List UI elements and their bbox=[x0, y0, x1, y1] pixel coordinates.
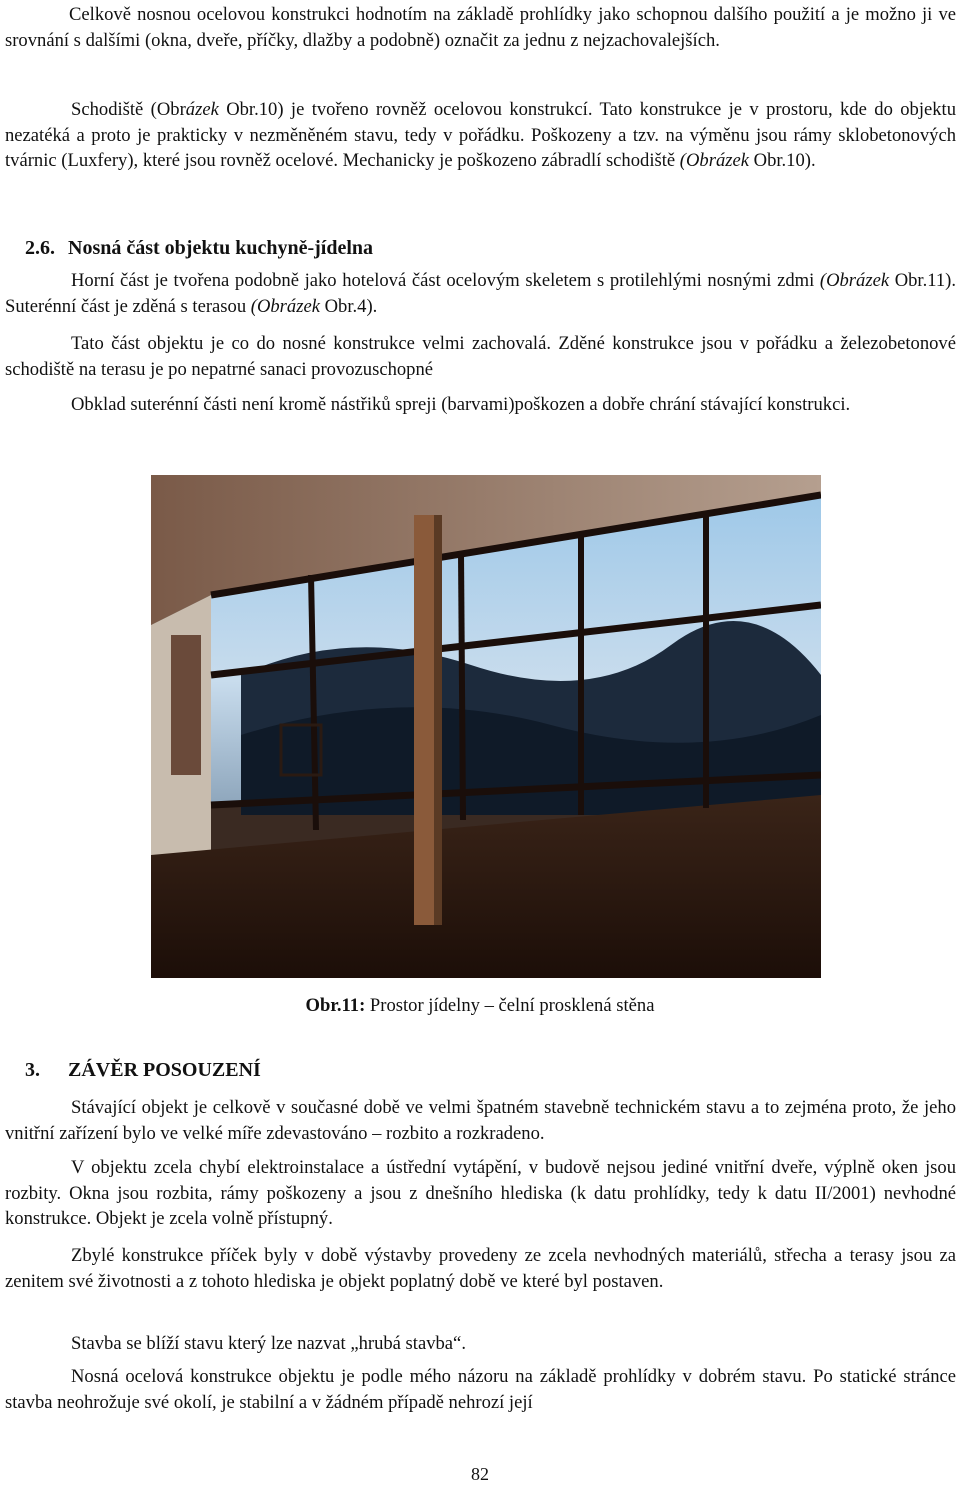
paragraph-steel-assessment: Celkově nosnou ocelovou konstrukci hodnotím na základě prohlídky jako schopnou dalšího použití a je možno ji ve srovnání s dalšími (okna, dveře, příčky, dlažby a podobně) označit za jednu z nejzachovalejších. bbox=[5, 4, 956, 51]
photo-dining-room bbox=[151, 475, 821, 978]
paragraph-staircase: Schodiště (Obrázek Obr.10) je tvořeno rovněž ocelovou konstrukcí. Tato konstrukce je v prostoru, kde do objektu nezatéká a proto je prakticky v nezměněném stavu, tedy v pořádku. Poškozeny a tzv. na výměnu jsou rámy sklobetonových tvárnic (Luxfery), které jsou rovněž ocelové. Mechanicky je poškozeno zábradlí schodiště (Obrázek Obr.10). bbox=[5, 99, 957, 171]
paragraph-rough-build: Stavba se blíží stavu který lze nazvat „hrubá stavba“. bbox=[71, 1333, 466, 1354]
paragraph-overall-state: Stávající objekt je celkově v současné době ve velmi špatném stavebně technickém stavu a to zejména proto, že jeho vnitřní zařízení bylo ve velké míře zdevastováno – rozbito a rozkradeno. bbox=[5, 1097, 956, 1144]
paragraph-upper-part: Horní část je tvořena podobně jako hotelová část ocelovým skeletem s protilehlými nosnými zdmi (Obrázek Obr.11). Suterénní část je zděná s terasou (Obrázek Obr.4). bbox=[5, 270, 956, 317]
figure-caption: Obr.11: Prostor jídelny – čelní prosklená stěna bbox=[305, 995, 655, 1016]
photo-illustration bbox=[151, 475, 821, 978]
section-heading-2-6: 2.6. Nosná část objektu kuchyně-jídelna bbox=[25, 237, 374, 259]
page-number: 82 bbox=[471, 1464, 489, 1484]
paragraph-preserved: Tato část objektu je co do nosné konstrukce velmi zachovalá. Zděné konstrukce jsou v pořádku a železobetonové schodiště na terasu je po nepatrné sanaci provozuschopné bbox=[5, 333, 956, 380]
paragraph-missing-installations: V objektu zcela chybí elektroinstalace a ústřední vytápění, v budově nejsou jediné vnitřní dveře, výplně oken jsou rozbity. Okna jsou rozbita, rámy poškozeny a jsou z dnešního hlediska (k datu prohlídky, tedy k datu II/2001) nevhodné konstrukce. Objekt je zcela volně přístupný. bbox=[5, 1157, 956, 1229]
paragraph-steel-structure: Nosná ocelová konstrukce objektu je podle mého názoru na základě prohlídky v dobrém stavu. Po statické stránce stavba neohrožuje své okolí, je stabilní a v žádném případě nehrozí její bbox=[5, 1366, 956, 1413]
section-heading-3: 3. ZÁVĚR POSOUZENÍ bbox=[25, 1059, 261, 1081]
paragraph-cladding: Obklad suterénní části není kromě nástřiků spreji (barvami)poškozen a dobře chrání stávající konstrukci. bbox=[71, 394, 851, 415]
paragraph-partitions: Zbylé konstrukce příček byly v době výstavby provedeny ze zcela nevhodných materiálů, střecha a terasy jsou za zenitem své životnosti a z tohoto hlediska je objekt poplatný době ve které byl postaven. bbox=[5, 1245, 956, 1292]
